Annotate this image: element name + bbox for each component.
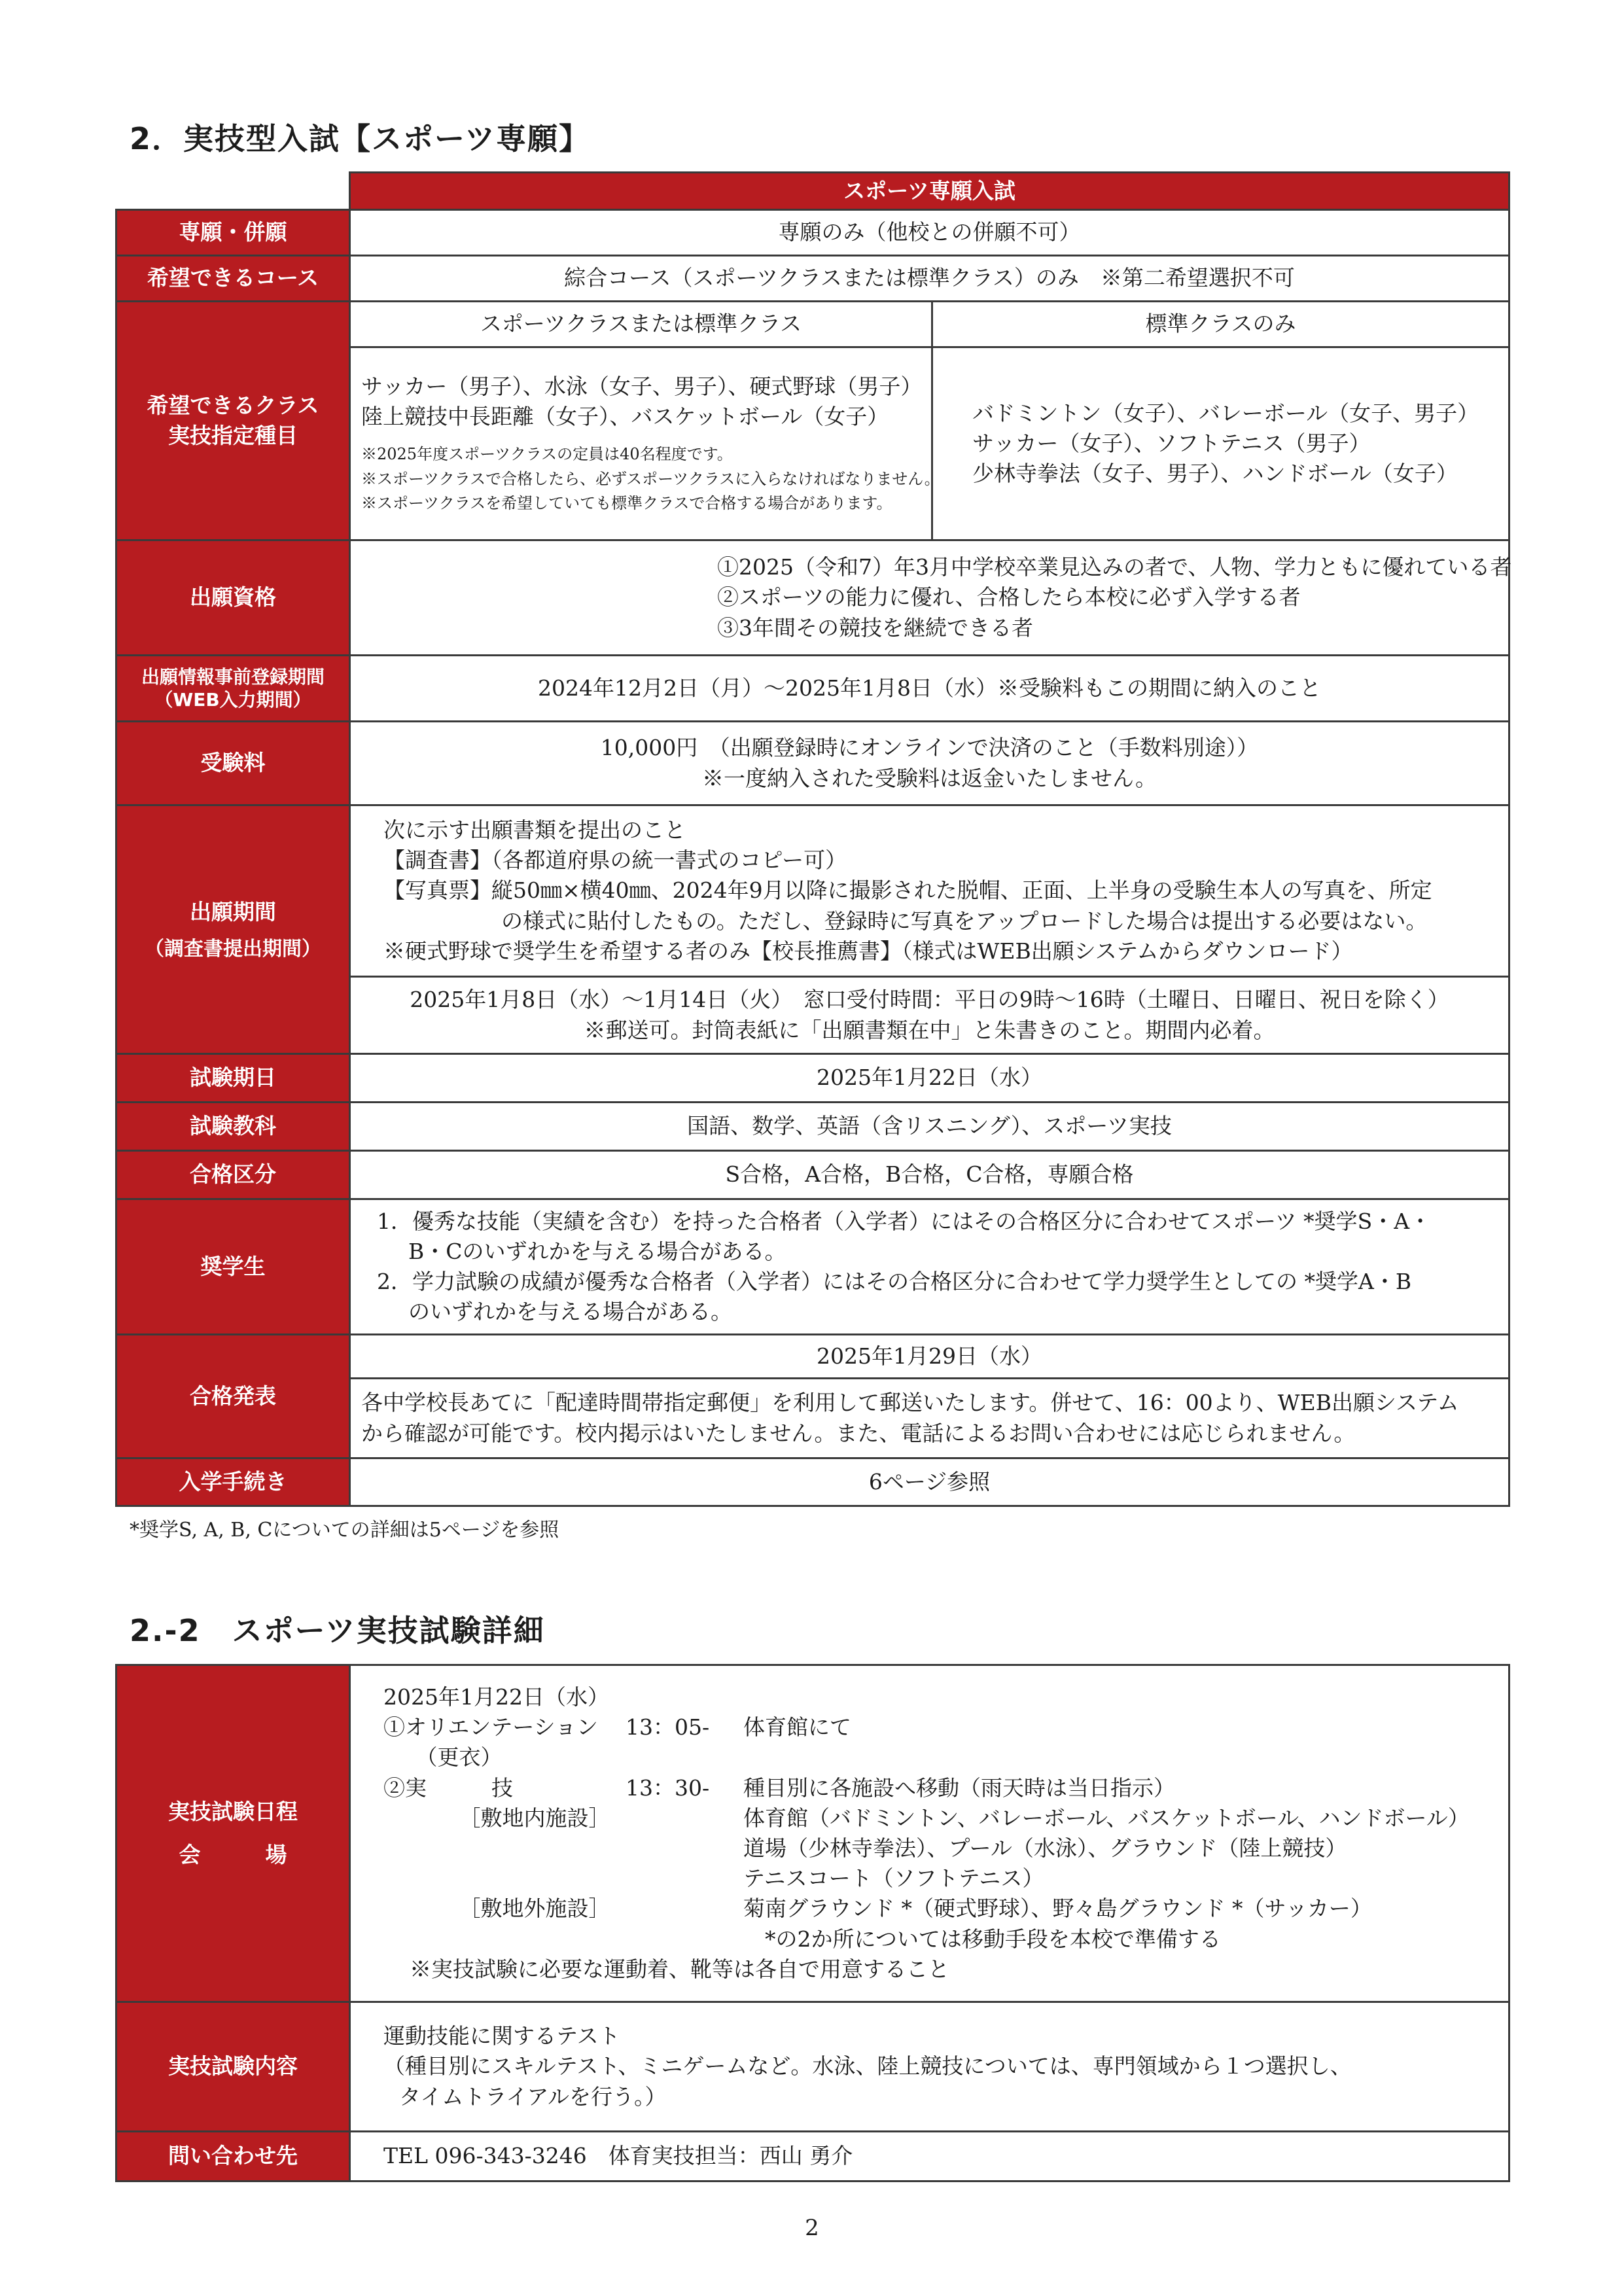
value-enrollment: 6ページ参照 [350, 1458, 1509, 1506]
label-course: 希望できるコース [116, 256, 350, 302]
schedule-note: ※実技試験に必要な運動着、靴等は各自で用意すること [410, 1956, 949, 1982]
value-course: 綜合コース（スポーツクラスまたは標準クラス）のみ ※第二希望選択不可 [350, 256, 1509, 302]
classes-col1-header: スポーツクラスまたは標準クラス [350, 302, 932, 347]
label-pass-class: 合格区分 [116, 1151, 350, 1199]
value-announcement-date: 2025年1月29日（水） [350, 1335, 1509, 1379]
schedule-row [383, 1894, 1498, 1924]
schedule-cell: ①オリエンテーション [383, 1714, 599, 1740]
label-announcement: 合格発表 [116, 1335, 350, 1458]
label-contact: 問い合わせ先 [116, 2132, 350, 2181]
classes-col1-body [350, 347, 940, 540]
schedule-row [383, 1742, 1498, 1773]
classes-col2-line: 少林寺拳法（女子、男子）、ハンドボール（女子） [972, 461, 1458, 487]
value-contact: TEL 096-343-3246 体育実技担当：西山 勇介 [350, 2132, 1509, 2181]
label-exam-date: 試験期日 [116, 1054, 350, 1103]
schedule-cell: 道場（少林寺拳法）、プール（水泳）、グラウンド（陸上競技） [743, 1835, 1347, 1861]
schedule-cell: 13：30- [626, 1775, 710, 1801]
schedule-cell: ［敷地外施設］ [383, 1896, 610, 1922]
label-application: 出願期間 （調査書提出期間） [116, 805, 350, 1054]
label-senkan: 専願・併願 [116, 210, 350, 256]
schedule-cell: 体育館（バドミントン、バレーボール、バスケットボール、ハンドボール） [743, 1805, 1470, 1831]
value-schedule [350, 1665, 1509, 2002]
label-scholarship: 奨学生 [116, 1199, 350, 1335]
practical-exam-table [115, 1664, 1510, 2182]
value-exam-date: 2025年1月22日（水） [350, 1054, 1509, 1103]
classes-col2-body [932, 347, 1509, 540]
label-schedule: 実技試験日程 会 場 [116, 1665, 350, 2002]
value-scholarship: 1．優秀な技能（実績を含む）を持った合格者（入学者）にはその合格区分に合わせてスポーツ *奨学S・A・ B・Cのいずれかを与える場合がある。 2．学力試験の成績が優秀な合格者（入学者）にはその合格区分に合わせて学力奨学生としての *奨学A・B のいずれかを与える場合がある。 [350, 1199, 1509, 1335]
value-eligibility: ①2025（令和7）年3月中学校卒業見込みの者で、人物、学力ともに優れている者 ②スポーツの能力に優れ、合格したら本校に必ず入学する者 ③3年間その競技を継続できる者 [350, 540, 1509, 656]
section-title-sports-entrance: 2．実技型入試【スポーツ専願】 [130, 121, 591, 156]
schedule-row [383, 1803, 1498, 1833]
schedule-row [383, 1833, 1498, 1863]
value-application-period: 2025年1月8日（水）～1月14日（火） 窓口受付時間：平日の9時～16時（土曜日、日曜日、祝日を除く） ※郵送可。封筒表紙に「出願書類在中」と朱書きのこと。期間内必着。 [350, 977, 1509, 1054]
value-announcement-text: 各中学校長あてに「配達時間帯指定郵便」を利用して郵送いたします。併せて、16：00より、WEB出願システム から確認が可能です。校内掲示はいたしません。また、電話によるお問い合わせには応じられません。 [350, 1379, 1509, 1458]
schedule-cell: 菊南グラウンド *（硬式野球）、野々島グラウンド *（サッカー） [743, 1896, 1372, 1922]
label-classes: 希望できるクラス 実技指定種目 [116, 302, 350, 540]
schedule-row [383, 1924, 1498, 1954]
label-subjects: 試験教科 [116, 1103, 350, 1151]
value-preregistration: 2024年12月2日（月）～2025年1月8日（水）※受験料もこの期間に納入のこと [350, 656, 1509, 722]
schedule-cell: ②実 技 [383, 1775, 513, 1801]
schedule-row [383, 1863, 1498, 1894]
value-senkan: 専願のみ（他校との併願不可） [350, 210, 1509, 256]
schedule-cell: 13：05- [626, 1714, 710, 1740]
schedule-row [383, 1773, 1498, 1803]
classes-col2-header: 標準クラスのみ [932, 302, 1509, 347]
schedule-cell: 種目別に各施設へ移動（雨天時は当日指示） [743, 1775, 1175, 1801]
value-pass-class: S合格，A合格，B合格，C合格，専願合格 [350, 1151, 1509, 1199]
value-content: 運動技能に関するテスト （種目別にスキルテスト、ミニゲームなど。水泳、陸上競技については、専門領域から１つ選択し、 タイムトライアルを行う。） [350, 2002, 1509, 2132]
label-eligibility: 出願資格 [116, 540, 350, 656]
classes-note: ※スポーツクラスで合格したら、必ずスポーツクラスに入らなければなりません。 [361, 469, 940, 488]
label-fee: 受験料 [116, 722, 350, 805]
value-fee: 10,000円 （出願登録時にオンラインで決済のこと（手数料別途）） ※一度納入された受験料は返金いたしません。 [350, 722, 1509, 805]
classes-note: ※スポーツクラスを希望していても標準クラスで合格する場合があります。 [361, 493, 892, 512]
label-enrollment: 入学手続き [116, 1458, 350, 1506]
schedule-cell: *の2か所については移動手段を本校で準備する [743, 1926, 1221, 1952]
schedule-date: 2025年1月22日（水） [383, 1684, 609, 1710]
label-content: 実技試験内容 [116, 2002, 350, 2132]
classes-note: ※2025年度スポーツクラスの定員は40名程度です。 [361, 445, 733, 464]
schedule-cell: テニスコート（ソフトテニス） [743, 1865, 1044, 1892]
classes-col1-line: 陸上競技中長距離（女子）、バスケットボール（女子） [361, 404, 889, 430]
section-title-practical-exam: 2.-2 スポーツ実技試験詳細 [130, 1613, 545, 1648]
classes-col2-line: サッカー（女子）、ソフトテニス（男子） [972, 430, 1371, 456]
label-preregistration: 出願情報事前登録期間 （WEB入力期間） [116, 656, 350, 722]
classes-col1-line: サッカー（男子）、水泳（女子、男子）、硬式野球（男子） [361, 374, 923, 400]
schedule-row [383, 1712, 1498, 1742]
schedule-cell: ［敷地内施設］ [383, 1805, 610, 1831]
sports-entrance-table [115, 171, 1510, 1507]
schedule-cell: （更衣） [383, 1744, 503, 1771]
classes-col2-line: バドミントン（女子）、バレーボール（女子、男子） [972, 400, 1479, 426]
schedule-rows [383, 1712, 1498, 1954]
value-subjects: 国語、数学、英語（含リスニング）、スポーツ実技 [350, 1103, 1509, 1151]
page-number: 2 [805, 2215, 819, 2241]
scholarship-footnote: *奨学S, A, B, Cについての詳細は5ページを参照 [130, 1519, 559, 1542]
table-header: スポーツ専願入試 [350, 173, 1509, 210]
schedule-cell: 体育館にて [743, 1714, 851, 1740]
value-application-docs: 次に示す出願書類を提出のこと 【調査書】（各都道府県の統一書式のコピー可） 【写真票】縦50㎜×横40㎜、2024年9月以降に撮影された脱帽、正面、上半身の受験生本人の写真を、所定 の様式に貼付したもの。ただし、登録時に写真をアップロードした場合は提出する必要はない。 ※硬式野球で奨学生を希望する者のみ【校長推薦書】（様式はWEB出願システムからダウンロード） [350, 805, 1509, 977]
